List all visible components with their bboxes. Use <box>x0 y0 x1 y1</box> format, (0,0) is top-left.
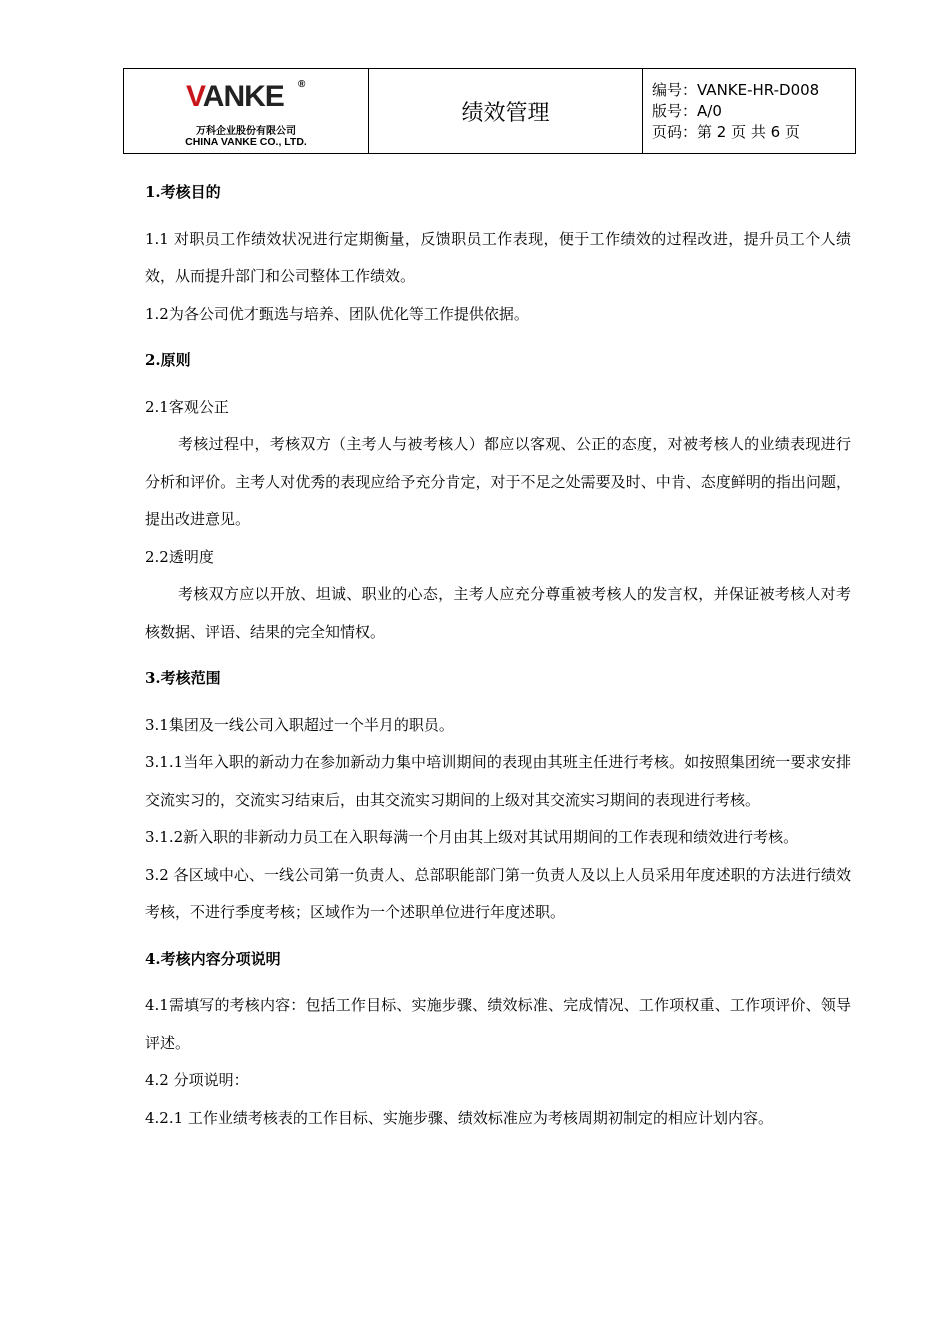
paragraph-4-2-1: 4.2.1 工作业绩考核表的工作目标、实施步骤、绩效标准应为考核周期初制定的相应计划内容。 <box>145 1108 773 1127</box>
paragraph-1-1: 1.1 对职员工作绩效状况进行定期衡量，反馈职员工作表现，便于工作绩效的过程改进，提升员工个人绩效，从而提升部门和公司整体工作绩效。 <box>145 229 851 285</box>
paragraph-4-2: 4.2 分项说明： <box>145 1071 249 1089</box>
doc-number: 编号：VANKE-HR-D008 <box>652 81 820 99</box>
paragraph-3-1-1: 3.1.1当年入职的新动力在参加新动力集中培训期间的表现由其班主任进行考核。如按照集团统一要求安排交流实习的，交流实习结束后，由其交流实习期间的上级对其交流实习期间的表现进行考核。 <box>145 753 851 809</box>
subheading-2-2: 2.2透明度 <box>145 547 214 566</box>
paragraph-4-1: 4.1需填写的考核内容：包括工作目标、实施步骤、绩效标准、完成情况、工作项权重、工作项评价、领导评述。 <box>145 996 851 1052</box>
doc-version: 版号：A/0 <box>652 102 722 120</box>
document-body <box>145 174 851 1137</box>
registered-mark: ® <box>298 79 306 90</box>
paragraph-3-1: 3.1集团及一线公司入职超过一个半月的职员。 <box>145 715 454 734</box>
paragraph-3-2: 3.2 各区域中心、一线公司第一负责人、总部职能部门第一负责人及以上人员采用年度述职的方法进行绩效考核，不进行季度考核；区域作为一个述职单位进行年度述职。 <box>145 865 851 921</box>
logo-rest: ANKE <box>202 80 284 113</box>
subheading-2-1: 2.1客观公正 <box>145 397 229 416</box>
company-name-en: CHINA VANKE CO., LTD. <box>185 136 307 148</box>
section-3-heading: 3.考核范围 <box>145 669 221 687</box>
doc-meta <box>643 69 855 153</box>
vanke-logo <box>186 80 284 114</box>
logo-v-mark: V <box>186 80 203 113</box>
paragraph-3-1-2: 3.1.2新入职的非新动力员工在入职每满一个月由其上级对其试用期间的工作表现和绩效进行考核。 <box>145 828 799 846</box>
section-2-heading: 2.原则 <box>145 351 191 369</box>
section-4-heading: 4.考核内容分项说明 <box>145 949 281 968</box>
page-code: 页码：第 2 页 共 6 页 <box>652 123 800 141</box>
paragraph-1-2: 1.2为各公司优才甄选与培养、团队优化等工作提供依据。 <box>145 304 529 323</box>
paragraph-2-1: 考核过程中，考核双方（主考人与被考核人）都应以客观、公正的态度，对被考核人的业绩表现进行分析和评价。主考人对优秀的表现应给予充分肯定，对于不足之处需要及时、中肯、态度鲜明的指出问题，提出改进意见。 <box>145 435 851 528</box>
company-name-cn: 万科企业股份有限公司 <box>196 126 296 137</box>
doc-title: 绩效管理 <box>369 69 643 153</box>
section-1-heading: 1.考核目的 <box>145 183 221 201</box>
document-header <box>123 68 856 154</box>
paragraph-2-2: 考核双方应以开放、坦诚、职业的心态，主考人应充分尊重被考核人的发言权，并保证被考核人对考核数据、评语、结果的完全知情权。 <box>145 585 851 641</box>
company-logo-cell <box>124 69 369 153</box>
